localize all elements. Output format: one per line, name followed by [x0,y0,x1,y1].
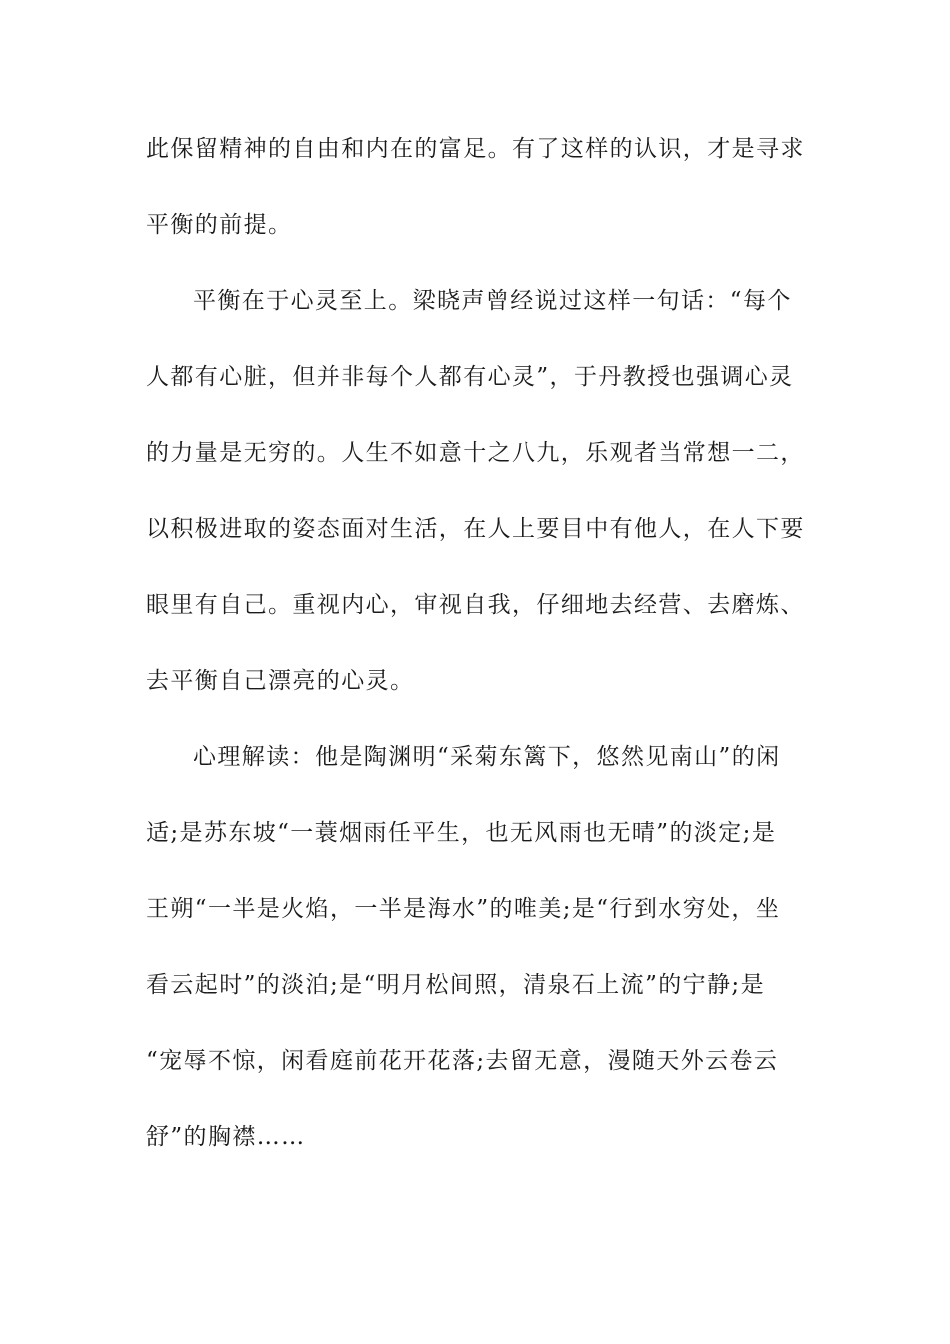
text-line: 看云起时”的淡泊;是“明月松间照，清泉石上流”的宁静;是 [146,972,765,998]
paragraph-start-line: 心理解读：他是陶渊明“采菊东篱下，悠然见南山”的闲 [193,744,781,770]
text-line: 适;是苏东坡“一蓑烟雨任平生，也无风雨也无晴”的淡定;是 [146,820,777,846]
text-line: 眼里有自己。重视内心，审视自我，仔细地去经营、去磨炼、 [146,592,805,618]
body-text [146,128,806,1192]
text-line: 舒”的胸襟…… [146,1124,306,1150]
paragraph-start-line: 平衡在于心灵至上。梁晓声曾经说过这样一句话：“每个 [193,288,792,314]
text-line: 人都有心脏，但并非每个人都有心灵”，于丹教授也强调心灵 [146,364,794,390]
text-line: 此保留精神的自由和内在的富足。有了这样的认识，才是寻求 [146,136,805,162]
text-line: 平衡的前提。 [146,212,293,238]
text-line: 的力量是无穷的。人生不如意十之八九，乐观者当常想一二， [146,440,805,466]
text-line: “宠辱不惊，闲看庭前花开花落;去留无意，漫随天外云卷云 [146,1048,779,1074]
text-line: 以积极进取的姿态面对生活，在人上要目中有他人，在人下要 [146,516,805,542]
text-line: 王朔“一半是火焰，一半是海水”的唯美;是“行到水穷处，坐 [146,896,781,922]
text-line: 去平衡自己漂亮的心灵。 [146,668,415,694]
